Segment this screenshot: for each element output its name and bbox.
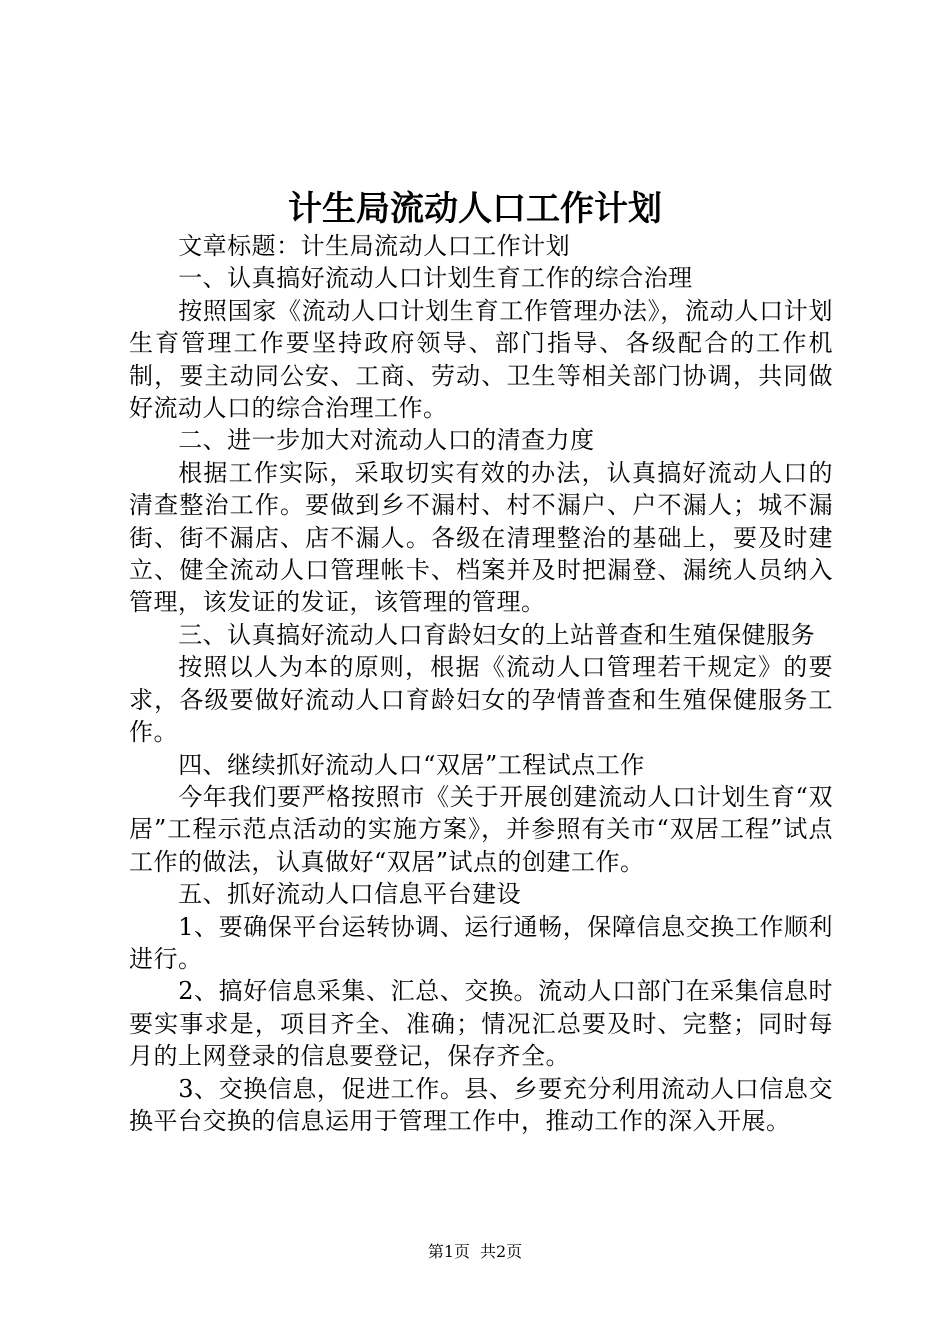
section-heading-5: 五、抓好流动人口信息平台建设 bbox=[178, 880, 522, 909]
page-total: 共2页 bbox=[480, 1242, 523, 1261]
list-item-3: 3、交换信息，促进工作。县、乡要充分利用流动人口信息交换平台交换的信息运用于管理工作中，推动工作的深入开展。 bbox=[129, 1074, 833, 1135]
section-heading-2: 二、进一步加大对流动人口的清查力度 bbox=[178, 426, 595, 455]
paragraph-2: 根据工作实际，采取切实有效的办法，认真搞好流动人口的清查整治工作。要做到乡不漏村、村不漏户、户不漏人；城不漏街、街不漏店、店不漏人。各级在清理整治的基础上，要及时建立、健全流动人口管理帐卡、档案并及时把漏登、漏统人员纳入管理，该发证的发证，该管理的管理。 bbox=[129, 458, 833, 617]
list-item-2: 2、搞好信息采集、汇总、交换。流动人口部门在采集信息时要实事求是，项目齐全、准确；情况汇总要及时、完整；同时每月的上网登录的信息要登记，保存齐全。 bbox=[129, 977, 833, 1071]
article-title-line: 文章标题：计生局流动人口工作计划 bbox=[178, 232, 571, 260]
page-footer bbox=[0, 1242, 950, 1262]
paragraph-4: 今年我们要严格按照市《关于开展创建流动人口计划生育“双居”工程示范点活动的实施方案》，并参照有关市“双居工程”试点工作的做法，认真做好“双居”试点的创建工作。 bbox=[129, 782, 833, 876]
page-title: 计生局流动人口工作计划 bbox=[288, 189, 662, 229]
section-heading-4: 四、继续抓好流动人口“双居”工程试点工作 bbox=[178, 750, 645, 779]
document-body bbox=[129, 230, 833, 1137]
section-heading-1: 一、认真搞好流动人口计划生育工作的综合治理 bbox=[178, 264, 693, 293]
paragraph-3: 按照以人为本的原则，根据《流动人口管理若干规定》的要求，各级要做好流动人口育龄妇女的孕情普查和生殖保健服务工作。 bbox=[129, 653, 833, 747]
list-item-1: 1、要确保平台运转协调、运行通畅，保障信息交换工作顺利进行。 bbox=[129, 912, 833, 973]
paragraph-1: 按照国家《流动人口计划生育工作管理办法》，流动人口计划生育管理工作要坚持政府领导、部门指导、各级配合的工作机制，要主动同公安、工商、劳动、卫生等相关部门协调，共同做好流动人口的综合治理工作。 bbox=[129, 296, 833, 423]
section-heading-3: 三、认真搞好流动人口育龄妇女的上站普查和生殖保健服务 bbox=[178, 620, 816, 649]
page-number: 第1页 bbox=[427, 1242, 470, 1261]
